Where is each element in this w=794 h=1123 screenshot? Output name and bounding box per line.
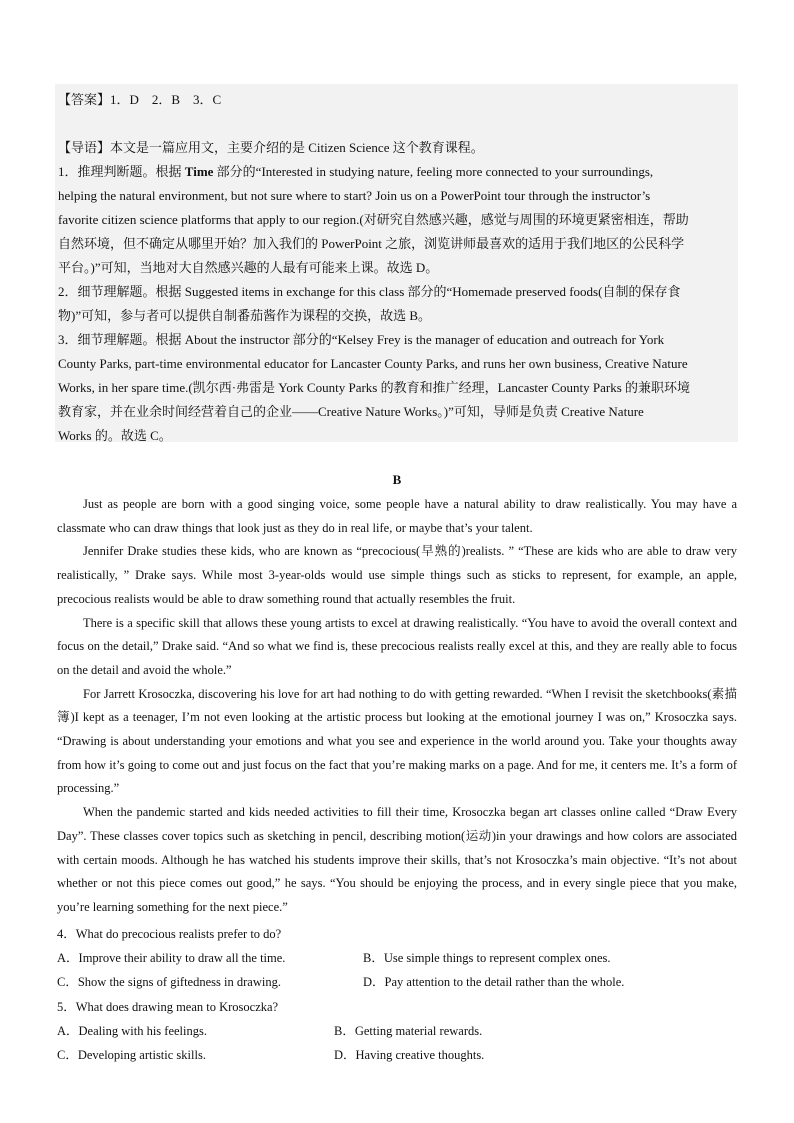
section-heading: B (392, 472, 402, 487)
option-row (57, 946, 737, 970)
question-stem: 4．What do precocious realists prefer to do? (57, 927, 282, 941)
explanation-1-line-1 (58, 160, 735, 184)
option-row (57, 1043, 737, 1067)
explanation-1-line-2: helping the natural environment, but not sure where to start? Join us on a PowerPoint tour through the instructor’s (58, 188, 651, 203)
explanation-3-line-5: Works 的。故选 C。 (58, 428, 172, 443)
option-b: B．Use simple things to represent complex ones. (363, 951, 611, 966)
passage-paragraph: Just as people are born with a good singing voice, some people have a natural ability to draw realistically. You may have a classmate who can draw things that look just as they do in real life, or maybe that’s your talent. (57, 497, 737, 535)
explanation-1-keyword: Time (184, 164, 214, 179)
explanation-3-line-1: 3．细节理解题。根据 About the instructor 部分的“Kelsey Frey is the manager of education and outreach for York (58, 332, 665, 347)
explanation-1-line-4: 自然环境，但不确定从哪里开始？加入我们的 PowerPoint 之旅，浏览讲师最喜欢的适用于我们地区的公民科学 (58, 236, 685, 251)
option-d: D．Having creative thoughts. (334, 1048, 485, 1063)
explanation-1-line-5: 平台。)”可知，当地对大自然感兴趣的人最有可能来上课。故选 D。 (58, 260, 439, 275)
explanation-1-lead: 1．推理判断题。根据 (58, 164, 185, 179)
option-c: C．Developing artistic skills. (57, 1048, 206, 1063)
option-row (57, 1019, 737, 1043)
answer-explanation-block (55, 84, 738, 442)
option-d: D．Pay attention to the detail rather than the whole. (363, 975, 625, 990)
explanation-1-line-3: favorite citizen science platforms that apply to our region.(对研究自然感兴趣，感觉与周围的环境更紧密相连，帮助 (58, 212, 689, 227)
explanation-1-rest: 部分的“Interested in studying nature, feeling more connected to your surroundings, (213, 164, 654, 179)
question-4 (57, 922, 737, 995)
option-c: C．Show the signs of giftedness in drawing. (57, 975, 281, 990)
blank-line (58, 112, 735, 136)
option-a: A．Dealing with his feelings. (57, 1023, 207, 1038)
answer-key-line: 【答案】1．D 2．B 3．C (58, 92, 222, 107)
explanation-3-line-2: County Parks, part-time environmental educator for Lancaster County Parks, and runs her own business, Creative Nature (58, 356, 688, 371)
questions-section (57, 922, 737, 1067)
question-stem: 5．What does drawing mean to Krosoczka? (57, 999, 279, 1014)
question-5 (57, 995, 737, 1068)
passage-paragraph: When the pandemic started and kids needed activities to fill their time, Krosoczka began art classes online called “Draw Every Day”. These classes cover topics such as sketching in pencil, describing motion(运动)in your drawings and how colors are associated with certain moods. Although he has watched his students improve their skills, that’s not Krosoczka’s main objective. “It’s not about whether or not this piece comes out good,” he says. “You should be enjoying the process, and in every single piece that you make, you’re learning something for the next piece.” (57, 805, 737, 914)
passage-paragraph: Jennifer Drake studies these kids, who are known as “precocious(早熟的)realists. ” “These are kids who are able to draw very realistically, ” Drake says. While most 3-year-olds would use simple things such as sticks to represent, for example, an apple, precocious realists would be able to draw something round that actually resembles the fruit. (57, 544, 737, 606)
passage-paragraph: For Jarrett Krosoczka, discovering his love for art had nothing to do with getting rewarded. “When I revisit the sketchbooks(素描簿)I kept as a teenager, I’m not even looking at the artistic process but looking at the emotional journey I was on,” Krosoczka says. “Drawing is about understanding your emotions and what you see and experience in the world around you. Take your thoughts away from how it’s going to come out and just focus on the fact that you’re making marks on a page. And for me, it centers me. It’s a form of processing.” (57, 686, 737, 796)
passage-paragraph: There is a specific skill that allows these young artists to excel at drawing realistically. “You have to avoid the overall context and focus on the detail,” Drake said. “And so what we find is, these precocious realists really excel at this, and they are really able to focus on the detail and avoid the whole.” (57, 615, 737, 677)
option-a: A．Improve their ability to draw all the time. (57, 951, 286, 966)
option-row (57, 970, 737, 994)
explanation-3-line-4: 教育家，并在业余时间经营着自己的企业——Creative Nature Works。)”可知，导师是负责 Creative Nature (58, 404, 644, 419)
explanation-2-line-2: 物)”可知，参与者可以提供自制番茄酱作为课程的交换，故选 B。 (58, 308, 432, 323)
reading-passage (57, 493, 737, 920)
guide-line: 【导语】本文是一篇应用文，主要介绍的是 Citizen Science 这个教育课程。 (58, 140, 484, 155)
explanation-2-line-1: 2．细节理解题。根据 Suggested items in exchange for this class 部分的“Homemade preserved foods(自制的保存食 (58, 284, 681, 299)
option-b: B．Getting material rewards. (334, 1023, 483, 1038)
explanation-3-line-3: Works, in her spare time.(凯尔西·弗雷是 York County Parks 的教育和推广经理，Lancaster County Parks 的兼职环境 (58, 380, 691, 395)
